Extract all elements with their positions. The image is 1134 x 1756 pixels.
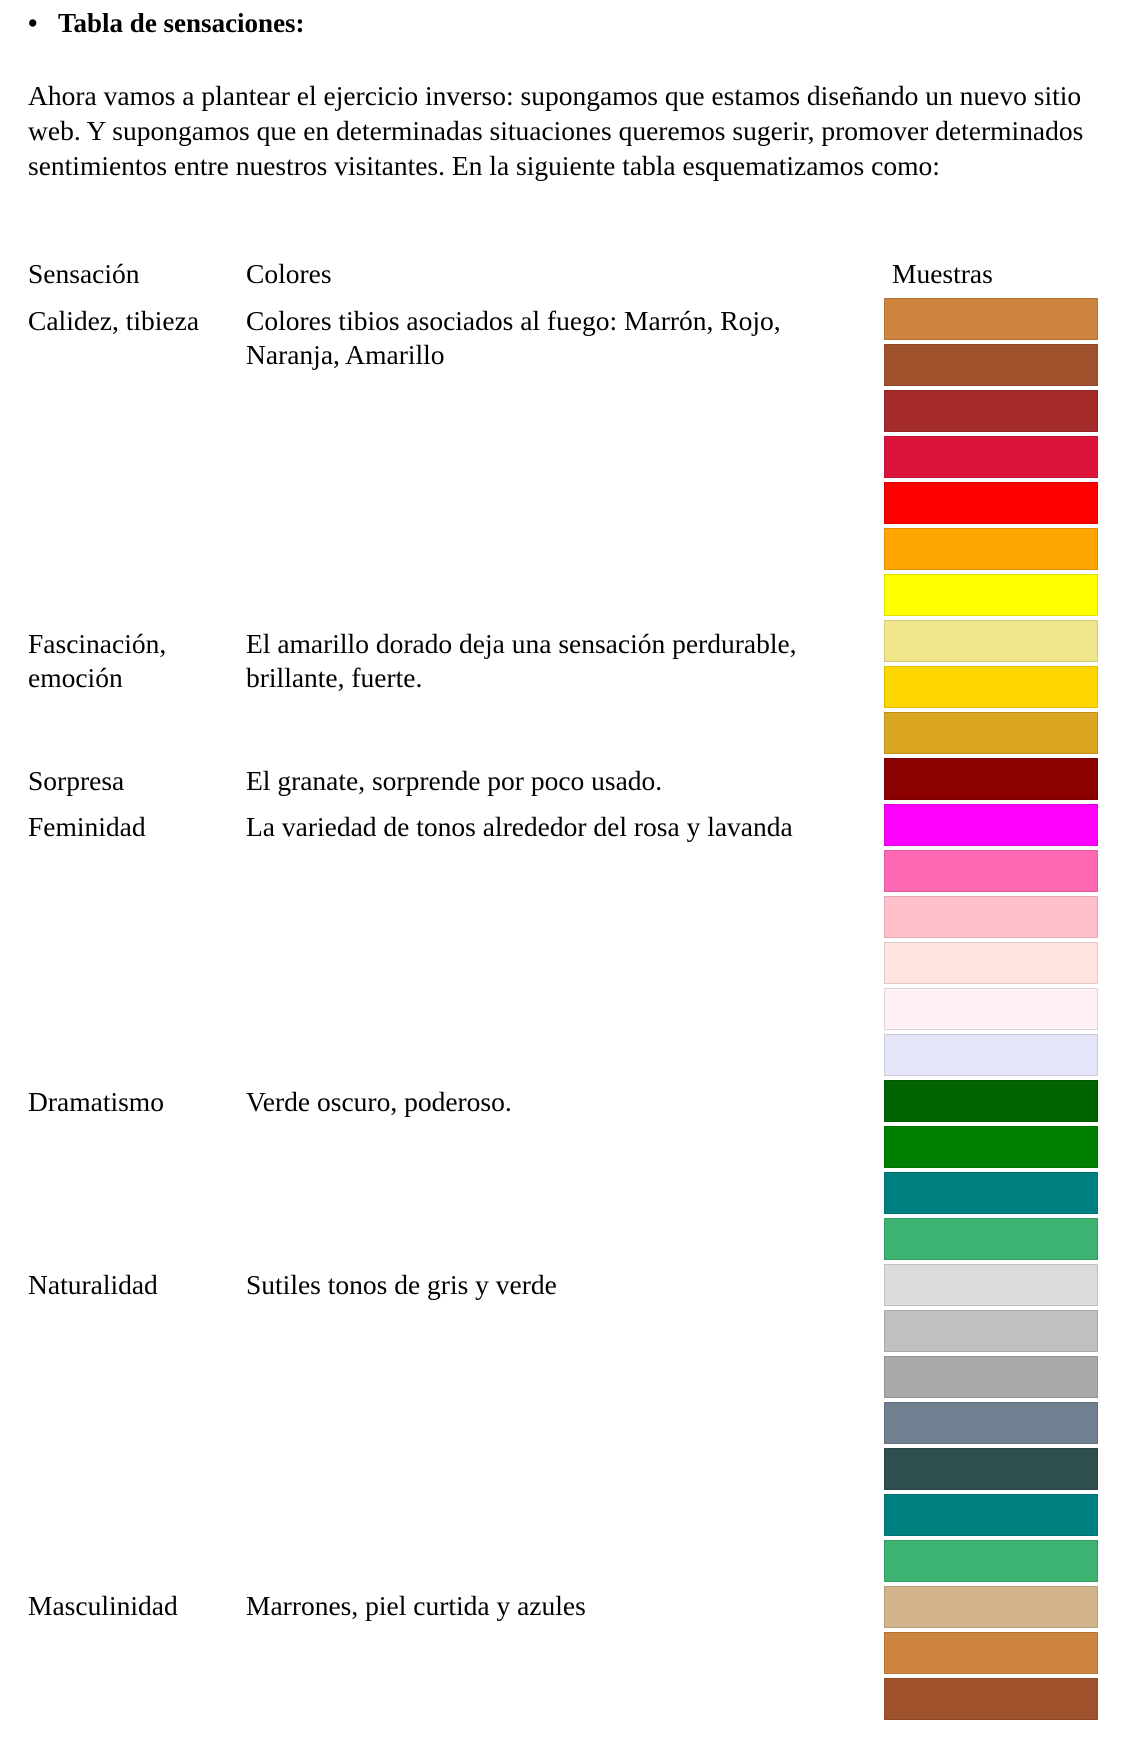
color-swatch — [884, 1310, 1098, 1352]
row-dramatismo-sensation: Dramatismo — [28, 1086, 164, 1117]
color-swatch — [884, 1172, 1098, 1214]
color-swatch — [884, 1218, 1098, 1260]
color-swatch-column — [884, 298, 1098, 1724]
color-swatch — [884, 988, 1098, 1030]
color-swatch — [884, 1448, 1098, 1490]
row-masculinidad-colors: Marrones, piel curtida y azules — [246, 1590, 586, 1621]
color-swatch — [884, 1540, 1098, 1582]
color-swatch — [884, 942, 1098, 984]
color-swatch — [884, 712, 1098, 754]
section-heading — [28, 8, 305, 39]
color-swatch — [884, 758, 1098, 800]
color-swatch — [884, 1402, 1098, 1444]
color-swatch — [884, 390, 1098, 432]
intro-paragraph: Ahora vamos a plantear el ejercicio inverso: supongamos que estamos diseñando un nuevo sitio web. Y supongamos que en determinadas situaciones queremos sugerir, promover determinados sentimientos entre nuestros visitantes. En la siguiente tabla esquematizamos como: — [28, 80, 1084, 181]
header-sensation: Sensación — [28, 258, 140, 289]
header-colors: Colores — [246, 258, 332, 289]
row-feminidad-sensation: Feminidad — [28, 811, 146, 842]
header-samples: Muestras — [892, 258, 993, 289]
row-naturalidad-sensation: Naturalidad — [28, 1269, 158, 1300]
row-fascinacion-colors: El amarillo dorado deja una sensación perdurable, brillante, fuerte. — [246, 628, 797, 693]
color-swatch — [884, 574, 1098, 616]
row-naturalidad-colors: Sutiles tonos de gris y verde — [246, 1269, 557, 1300]
color-swatch — [884, 1264, 1098, 1306]
color-swatch — [884, 1126, 1098, 1168]
color-swatch — [884, 344, 1098, 386]
color-swatch — [884, 1494, 1098, 1536]
color-swatch — [884, 804, 1098, 846]
color-swatch — [884, 1356, 1098, 1398]
row-sorpresa-sensation: Sorpresa — [28, 765, 125, 796]
heading-text: Tabla de sensaciones: — [58, 8, 305, 38]
color-swatch — [884, 850, 1098, 892]
color-swatch — [884, 620, 1098, 662]
color-swatch — [884, 896, 1098, 938]
color-swatch — [884, 1034, 1098, 1076]
color-swatch — [884, 1586, 1098, 1628]
row-masculinidad-sensation: Masculinidad — [28, 1590, 178, 1621]
row-feminidad-colors: La variedad de tonos alrededor del rosa y lavanda — [246, 811, 793, 842]
row-calidez-sensation: Calidez, tibieza — [28, 305, 200, 336]
color-swatch — [884, 1632, 1098, 1674]
row-dramatismo-colors: Verde oscuro, poderoso. — [246, 1086, 512, 1117]
color-swatch — [884, 436, 1098, 478]
row-sorpresa-colors: El granate, sorprende por poco usado. — [246, 765, 663, 796]
row-calidez-colors: Colores tibios asociados al fuego: Marrón, Rojo, Naranja, Amarillo — [246, 305, 781, 370]
color-swatch — [884, 528, 1098, 570]
row-fascinacion-sensation: Fascinación, emoción — [28, 628, 167, 693]
color-swatch — [884, 666, 1098, 708]
bullet: • — [28, 8, 38, 38]
color-swatch — [884, 298, 1098, 340]
color-swatch — [884, 482, 1098, 524]
color-swatch — [884, 1080, 1098, 1122]
color-swatch — [884, 1678, 1098, 1720]
